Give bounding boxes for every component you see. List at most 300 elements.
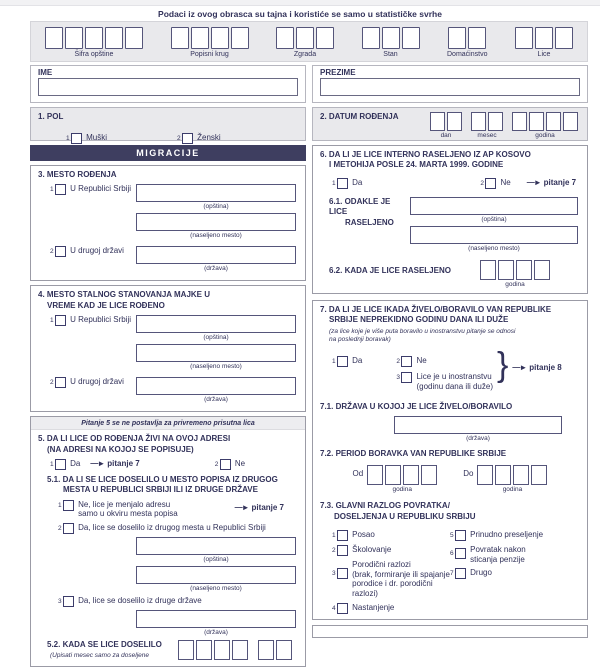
code-group-label: Zgrada xyxy=(293,51,317,58)
code-box[interactable] xyxy=(515,27,533,49)
q6-2-row xyxy=(320,260,580,288)
year-box[interactable] xyxy=(385,465,401,485)
label-line-2: (brak, formiranje ili spajanje xyxy=(352,569,450,579)
opstina-sublabel: (opština) xyxy=(481,215,507,223)
goto-pitanje-7 xyxy=(235,503,284,512)
q4-option-1-row xyxy=(38,315,298,373)
option-label: Drugo xyxy=(470,568,492,578)
checkbox-q5-ne[interactable] xyxy=(215,459,231,470)
option-label: Muški xyxy=(86,133,108,142)
checkbox-q3-druga-drzava[interactable] xyxy=(50,246,66,257)
drzava-sublabel: (država) xyxy=(204,265,228,273)
q3-country-input-stack xyxy=(136,246,296,275)
option-da xyxy=(320,350,362,368)
date-group-godina xyxy=(512,112,578,139)
question-7-3-title xyxy=(320,501,580,522)
pol-options xyxy=(66,127,298,145)
checkbox-zenski[interactable] xyxy=(177,133,193,144)
checkbox-box[interactable] xyxy=(337,603,348,614)
checkbox-box[interactable] xyxy=(337,568,348,579)
prezime-panel xyxy=(312,65,588,103)
date-group-dan xyxy=(430,112,462,139)
code-boxes xyxy=(276,27,334,49)
question-6-2-title: 6.2. KADA JE LICE RASELJENO xyxy=(329,265,451,275)
code-group-label: Šifra opštine xyxy=(74,51,114,58)
year-label: godina xyxy=(502,486,523,494)
option-label xyxy=(352,560,450,598)
question-7-1-title: 7.1. DRŽAVA U KOJOJ JE LICE ŽIVELO/BORAVILO xyxy=(320,401,513,411)
checkbox-box[interactable] xyxy=(182,133,193,144)
code-boxes xyxy=(171,27,249,49)
code-box[interactable] xyxy=(105,27,123,49)
question-7-section xyxy=(312,300,588,620)
question-title: 3. MESTO ROĐENJA xyxy=(38,170,117,179)
label-line-3: porodice i dr. porodični razlozi) xyxy=(352,579,433,598)
code-box[interactable] xyxy=(468,27,486,49)
option-prinudno-preseljenje xyxy=(450,530,580,541)
checkbox-box[interactable] xyxy=(63,523,74,534)
drzava-sublabel: (država) xyxy=(204,628,228,636)
code-box[interactable] xyxy=(316,27,334,49)
period-od-group xyxy=(353,465,438,493)
option-porodicni-razlozi xyxy=(320,560,450,598)
year-box[interactable] xyxy=(232,640,248,660)
q4-country-input-stack xyxy=(136,377,296,406)
year-boxes xyxy=(480,260,550,280)
question-8-section-stub xyxy=(312,625,588,638)
q5-1-opstina-input[interactable] xyxy=(136,537,296,555)
code-box[interactable] xyxy=(402,27,420,49)
drzava-sublabel: (država) xyxy=(466,435,490,443)
checkbox-box[interactable] xyxy=(55,246,66,257)
label-line-2: samo u okviru mesta popisa xyxy=(78,509,178,519)
checkbox-q5-1-srbija[interactable] xyxy=(58,523,74,534)
year-label: godina xyxy=(505,280,525,288)
checkbox-povratak-penzija[interactable] xyxy=(450,548,466,559)
q4-opstina-input[interactable] xyxy=(136,315,296,333)
option-number: 3 xyxy=(58,597,62,605)
year-box[interactable] xyxy=(498,260,514,280)
checkbox-box[interactable] xyxy=(55,459,66,470)
checkbox-q4-srbija[interactable] xyxy=(50,315,66,326)
option-label: Školovanje xyxy=(352,545,392,555)
label-line-1: Ne, lice je menjalo adresu xyxy=(78,499,171,509)
naselje-sublabel: (naseljeno mesto) xyxy=(190,584,242,592)
checkbox-q5-da[interactable] xyxy=(50,459,66,470)
question-title xyxy=(320,305,580,326)
option-number: 2 xyxy=(480,179,484,187)
checkbox-box[interactable] xyxy=(337,178,348,189)
code-boxes xyxy=(362,27,420,49)
option-label: Ne xyxy=(234,458,246,468)
checkbox-q6-da[interactable] xyxy=(332,178,348,189)
option-zenski xyxy=(177,127,221,145)
checkbox-box[interactable] xyxy=(401,372,412,383)
q4-option-2-row xyxy=(38,377,298,406)
code-box[interactable] xyxy=(535,27,553,49)
q7-2-period-row xyxy=(320,465,580,493)
opstina-sublabel: (opština) xyxy=(203,334,229,342)
checkbox-box[interactable] xyxy=(220,459,231,470)
q7-3-options xyxy=(320,526,580,613)
code-box[interactable] xyxy=(65,27,83,49)
question-3-section xyxy=(30,165,306,281)
label-line-1: Povratak nakon xyxy=(470,545,526,555)
migracije-section-header: MIGRACIJE xyxy=(30,145,306,161)
title-line-1: 4. MESTO STALNOG STANOVANJA MAJKE U xyxy=(38,290,211,300)
option-label: Nastanjenje xyxy=(352,602,395,612)
q4-drzava-input[interactable] xyxy=(136,377,296,395)
year-label: godina xyxy=(392,486,412,494)
code-box[interactable] xyxy=(211,27,229,49)
checkbox-q5-1-druga-drzava[interactable] xyxy=(58,596,74,607)
question-title: 1. POL xyxy=(38,112,64,121)
right-column xyxy=(312,145,588,638)
option-number: 1 xyxy=(66,135,70,142)
name-fields-row xyxy=(30,65,588,103)
date-box[interactable] xyxy=(546,112,561,131)
year-box[interactable] xyxy=(513,465,529,485)
code-box[interactable] xyxy=(85,27,103,49)
ime-input[interactable] xyxy=(38,78,298,96)
title-line-1: 5. DA LI LICE OD ROĐENJA ŽIVI NA OVOJ ADRESI xyxy=(38,434,231,444)
q6-1-row xyxy=(320,197,580,255)
year-box[interactable] xyxy=(477,465,493,485)
q7-options-block xyxy=(320,350,580,391)
reasons-column-1 xyxy=(320,526,450,613)
q4-naselje-input[interactable] xyxy=(136,344,296,362)
checkbox-box[interactable] xyxy=(455,530,466,541)
od-label: Od xyxy=(352,469,364,479)
option-number: 1 xyxy=(332,532,336,540)
goto-label: pitanje 7 xyxy=(107,458,140,468)
opstina-sublabel: (opština) xyxy=(203,555,229,563)
year-box[interactable] xyxy=(196,640,212,660)
option-number: 2 xyxy=(50,379,54,387)
code-group-domacinstvo xyxy=(447,27,487,58)
question-1-pol xyxy=(30,107,306,141)
year-boxes xyxy=(477,465,547,485)
note-line-1: (za lice koje je više puta boravilo u inostranstvu pitanje se odnosi xyxy=(329,327,516,335)
date-box[interactable] xyxy=(563,112,578,131)
code-boxes xyxy=(448,27,486,49)
label-line-1: Porodični razlozi xyxy=(352,560,411,570)
checkbox-box[interactable] xyxy=(337,356,348,367)
year-box[interactable] xyxy=(534,260,550,280)
date-boxes xyxy=(512,112,578,131)
option-posao xyxy=(320,530,450,541)
question-7-note xyxy=(329,328,580,345)
naselje-sublabel: (naseljeno mesto) xyxy=(190,232,242,240)
q6-options-row xyxy=(320,178,580,189)
q3-option-2-row xyxy=(38,246,298,275)
q5-1-country-input-stack xyxy=(136,610,296,636)
goto-label: pitanje 7 xyxy=(543,177,577,187)
year-boxes xyxy=(367,465,437,485)
question-6-section xyxy=(312,145,588,294)
year-box[interactable] xyxy=(421,465,437,485)
checkbox-porodicni-razlozi[interactable] xyxy=(332,568,348,579)
month-box[interactable] xyxy=(258,640,274,660)
title-line-2: MESTA U REPUBLICI SRBIJI ILI IZ DRUGE DRŽAVE xyxy=(63,485,258,495)
option-number: 7 xyxy=(450,570,454,578)
q5-1-option-2-row xyxy=(38,523,298,534)
option-number: 4 xyxy=(332,604,336,612)
title-line-2: DOSELJENJA U REPUBLIKU SRBIJU xyxy=(334,511,476,521)
option-label: Ženski xyxy=(197,133,221,142)
title-line-1: 7. DA LI JE LICE IKADA ŽIVELO/BORAVILO VAN REPUBLIKE xyxy=(320,304,552,314)
q6-2-year-group xyxy=(480,260,550,288)
option-number: 2 xyxy=(58,524,62,532)
checkbox-box[interactable] xyxy=(63,596,74,607)
opstina-sublabel: (opština) xyxy=(203,203,229,211)
naselje-sublabel: (naseljeno mesto) xyxy=(468,244,520,252)
code-group-zgrada xyxy=(276,27,334,58)
question-title xyxy=(320,150,580,171)
q6-1-place-inputs xyxy=(410,197,578,255)
naselje-sublabel: (naseljeno mesto) xyxy=(190,363,242,371)
title-line-1: 7.3. GLAVNI RAZLOG POVRATKA/ xyxy=(320,501,450,511)
checkbox-box[interactable] xyxy=(337,545,348,556)
code-group-stan xyxy=(362,27,420,58)
year-box[interactable] xyxy=(214,640,230,660)
code-group-lice xyxy=(515,27,573,58)
question-5-2-title: 5.2. KADA SE LICE DOSELILO xyxy=(47,639,162,649)
arrow-right-icon xyxy=(90,459,104,468)
title-line-1: 5.1. DA LI SE LICE DOSELILO U MESTO POPISA IZ DRUGOG xyxy=(47,474,278,484)
month-box[interactable] xyxy=(276,640,292,660)
checkbox-q7-da[interactable] xyxy=(332,356,348,367)
date-group-mesec xyxy=(471,112,503,139)
option-label xyxy=(470,545,526,564)
checkbox-q3-srbija[interactable] xyxy=(50,184,66,195)
checkbox-box[interactable] xyxy=(455,548,466,559)
option-label: Da xyxy=(352,356,363,366)
date-box[interactable] xyxy=(430,112,445,131)
q3-drzava-input[interactable] xyxy=(136,246,296,264)
year-box[interactable] xyxy=(403,465,419,485)
checkbox-box[interactable] xyxy=(485,178,496,189)
prezime-label: PREZIME xyxy=(320,68,356,77)
year-box[interactable] xyxy=(516,260,532,280)
year-box[interactable] xyxy=(495,465,511,485)
checkbox-muski[interactable] xyxy=(66,133,82,144)
option-number: 1 xyxy=(50,186,54,194)
left-column xyxy=(30,145,306,667)
code-box[interactable] xyxy=(231,27,249,49)
checkbox-box[interactable] xyxy=(71,133,82,144)
ime-panel xyxy=(30,65,306,103)
question-4-section xyxy=(30,285,306,412)
option-drugo xyxy=(450,568,580,579)
checkbox-q5-1-ne[interactable] xyxy=(58,500,74,511)
year-boxes xyxy=(178,640,248,660)
checkbox-box[interactable] xyxy=(63,500,74,511)
year-box[interactable] xyxy=(367,465,383,485)
goto-pitanje-8 xyxy=(512,363,561,372)
option-number: 5 xyxy=(450,532,454,540)
checkbox-skolovanje[interactable] xyxy=(332,545,348,556)
q3-option-1-row xyxy=(38,184,298,242)
q7-1-country-input-stack xyxy=(394,416,562,442)
checkbox-box[interactable] xyxy=(55,377,66,388)
date-group-label: godina xyxy=(535,132,555,139)
q3-place-inputs xyxy=(136,184,296,242)
q5-1-place-inputs xyxy=(136,537,296,592)
q5-1-option-3-row xyxy=(38,596,298,607)
code-box[interactable] xyxy=(191,27,209,49)
reasons-column-2 xyxy=(450,526,580,613)
identification-codes-band xyxy=(30,21,588,62)
question-title: 2. DATUM ROĐENJA xyxy=(320,112,399,121)
q7-1-drzava-input[interactable] xyxy=(394,416,562,434)
option-label: Da, lice se doselilo iz drugog mesta u Republici Srbiji xyxy=(78,522,266,532)
option-label xyxy=(416,372,493,391)
code-box[interactable] xyxy=(296,27,314,49)
title-line-1: 6. DA LI JE LICE INTERNO RASELJENO IZ AP KOSOVO xyxy=(320,150,531,159)
q7-options-2-3 xyxy=(396,350,493,391)
q3-opstina-input[interactable] xyxy=(136,184,296,202)
question-title xyxy=(38,290,298,311)
date-box[interactable] xyxy=(447,112,462,131)
goto-pitanje-7 xyxy=(90,459,139,468)
question-5-1-title xyxy=(38,475,298,496)
drzava-sublabel: (država) xyxy=(204,396,228,404)
q5-1-drzava-input[interactable] xyxy=(136,610,296,628)
checkbox-q6-ne[interactable] xyxy=(480,178,496,189)
question-5-section xyxy=(30,416,306,667)
title-line-2: I METOHIJA POSLE 24. MARTA 1999. GODINE xyxy=(329,160,504,170)
label-line-2: (godinu dana ili duže) xyxy=(416,382,493,392)
option-skolovanje xyxy=(320,545,450,556)
question-7-2-title: 7.2. PERIOD BORAVKA VAN REPUBLIKE SRBIJE xyxy=(320,449,507,459)
date-box[interactable] xyxy=(471,112,486,131)
goto-pitanje-7 xyxy=(527,178,576,187)
question-6-1-title xyxy=(320,197,410,228)
checkbox-q7-ne[interactable] xyxy=(396,356,412,367)
option-muski xyxy=(66,127,107,145)
code-boxes xyxy=(45,27,143,49)
code-box[interactable] xyxy=(448,27,466,49)
checkbox-nastanjenje[interactable] xyxy=(332,603,348,614)
q6-1-naselje-input[interactable] xyxy=(410,226,578,244)
q5-1-option-1-row xyxy=(38,500,298,519)
checkbox-box[interactable] xyxy=(337,530,348,541)
date-boxes xyxy=(430,112,462,131)
checkbox-box[interactable] xyxy=(55,315,66,326)
option-number: 3 xyxy=(332,570,336,578)
question-5-note: Pitanje 5 se ne postavlja za privremeno prisutna lica xyxy=(31,417,305,430)
option-label: Da xyxy=(70,458,81,468)
question-1-2-row xyxy=(30,107,588,141)
code-box[interactable] xyxy=(555,27,573,49)
year-box[interactable] xyxy=(531,465,547,485)
label-line-2: sticanja penzije xyxy=(470,554,525,564)
year-box[interactable] xyxy=(178,640,194,660)
code-box[interactable] xyxy=(125,27,143,49)
code-group-label: Domaćinstvo xyxy=(447,51,488,58)
option-number: 1 xyxy=(50,317,54,325)
option-number: 2 xyxy=(332,547,336,555)
q5-options-row xyxy=(38,459,298,470)
q4-place-inputs xyxy=(136,315,296,373)
do-label: Do xyxy=(463,469,474,479)
code-group-label: Popisni krug xyxy=(190,51,229,58)
confidentiality-note: Podaci iz ovog obrasca su tajna i koristiće se samo u statističke svrhe xyxy=(158,9,442,19)
arrow-right-icon xyxy=(512,363,526,372)
title-line-2: SRBIJE NEPREKIDNO GODINU DANA ILI DUŽE xyxy=(329,315,509,325)
ime-label: IME xyxy=(38,68,53,77)
code-box[interactable] xyxy=(362,27,380,49)
note-line-2: na poslednji boravak) xyxy=(329,336,391,343)
arrow-right-icon xyxy=(527,178,541,187)
code-box[interactable] xyxy=(171,27,189,49)
code-box[interactable] xyxy=(45,27,63,49)
checkbox-drugo[interactable] xyxy=(450,568,466,579)
date-box[interactable] xyxy=(512,112,527,131)
goto-label: pitanje 8 xyxy=(529,363,562,373)
option-nastanjenje xyxy=(320,603,450,614)
q6-1-opstina-input[interactable] xyxy=(410,197,578,215)
period-do-group xyxy=(463,465,547,493)
month-boxes xyxy=(258,640,292,660)
q3-naselje-input[interactable] xyxy=(136,213,296,231)
date-box[interactable] xyxy=(529,112,544,131)
form-columns xyxy=(30,145,588,667)
date-group-label: mesec xyxy=(477,132,497,139)
checkbox-prinudno-preseljenje[interactable] xyxy=(450,530,466,541)
checkbox-posao[interactable] xyxy=(332,530,348,541)
question-5-2-note: (Upisati mesec samo za doseljene xyxy=(50,652,149,660)
checkbox-q4-druga-drzava[interactable] xyxy=(50,377,66,388)
option-label: Ne xyxy=(416,356,427,366)
q5-2-date-boxes xyxy=(178,640,292,660)
option-label: U Republici Srbiji xyxy=(70,184,132,194)
option-number: 2 xyxy=(214,460,219,468)
brace-icon xyxy=(497,350,508,381)
code-group-label: Lice xyxy=(537,51,551,58)
prezime-input[interactable] xyxy=(320,78,580,96)
code-box[interactable] xyxy=(382,27,400,49)
year-box[interactable] xyxy=(480,260,496,280)
checkbox-box[interactable] xyxy=(55,184,66,195)
q5-1-naselje-input[interactable] xyxy=(136,566,296,584)
od-year-group xyxy=(367,465,437,493)
date-box[interactable] xyxy=(488,112,503,131)
code-boxes xyxy=(515,27,573,49)
option-inostranstvo xyxy=(396,372,493,391)
option-label: U drugoj državi xyxy=(70,377,124,387)
page-top-strip xyxy=(0,0,600,6)
question-2-datum-rodjenja xyxy=(312,107,588,141)
date-group-label: dan xyxy=(440,132,452,139)
census-form xyxy=(30,21,588,667)
title-line-2: RASELJENO xyxy=(345,217,394,227)
option-number: 2 xyxy=(396,358,400,366)
title-line-1: 6.1. ODAKLE JE LICE xyxy=(329,196,391,217)
checkbox-q7-inostranstvo[interactable] xyxy=(396,372,412,383)
checkbox-box[interactable] xyxy=(401,356,412,367)
code-box[interactable] xyxy=(276,27,294,49)
option-number: 2 xyxy=(177,135,181,142)
option-povratak-penzija xyxy=(450,545,580,564)
option-label xyxy=(78,500,178,519)
option-label: Da, lice se doselilo iz druge države xyxy=(78,595,202,605)
option-number: 1 xyxy=(58,501,62,509)
q5-2-title-block xyxy=(38,640,162,661)
checkbox-box[interactable] xyxy=(455,568,466,579)
question-title xyxy=(38,434,298,455)
